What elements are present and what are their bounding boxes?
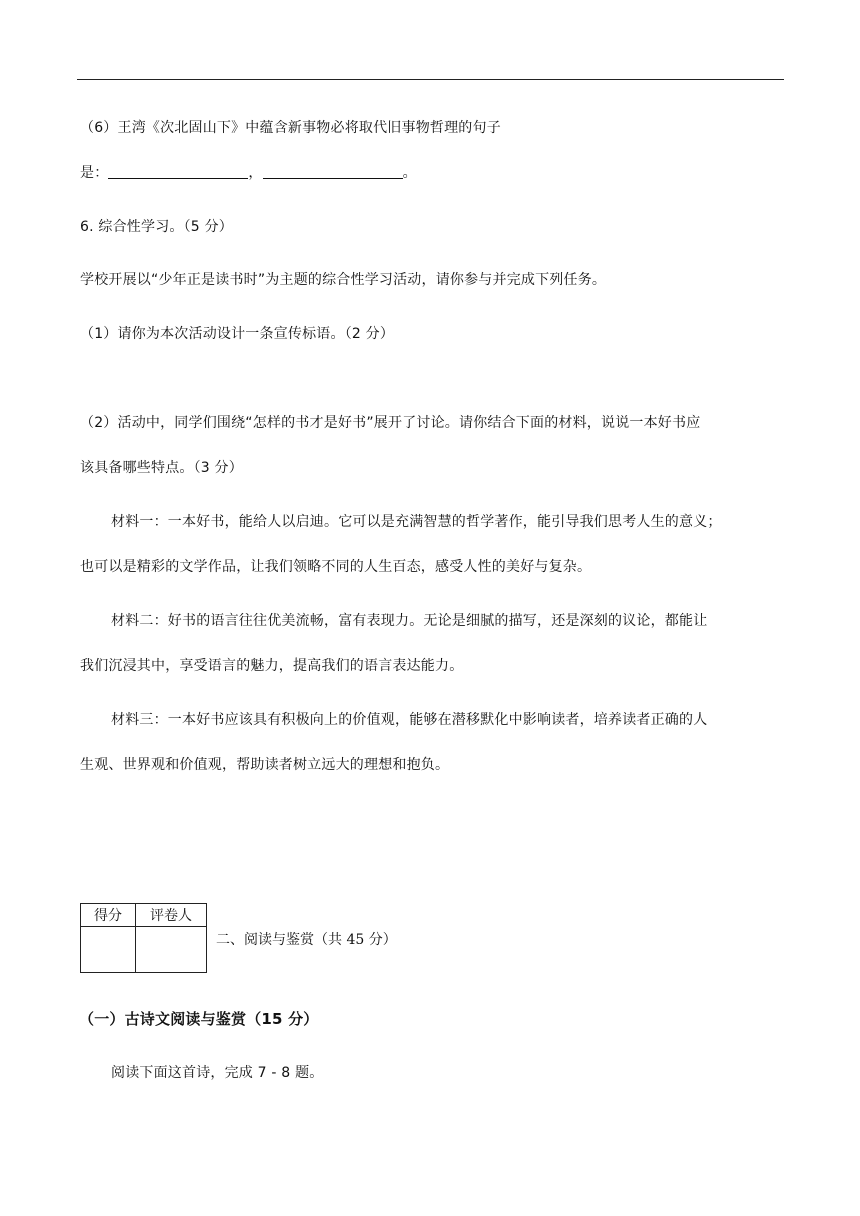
score-table — [80, 903, 207, 973]
q6-6-prompt: （6）王湾《次北固山下》中蕴含新事物必将取代旧事物哲理的句子 — [80, 120, 501, 136]
material1-line2: 也可以是精彩的文学作品，让我们领略不同的人生百态，感受人性的美好与复杂。 — [80, 559, 592, 575]
q6-intro: 学校开展以“少年正是读书时”为主题的综合性学习活动，请你参与并完成下列任务。 — [80, 272, 607, 288]
answer-end: 。 — [402, 165, 417, 181]
q6-sub1: （1）请你为本次活动设计一条宣传标语。（2 分） — [80, 326, 395, 342]
material3-line2: 生观、世界观和价值观，帮助读者树立远大的理想和抱负。 — [80, 757, 450, 773]
score-cell[interactable] — [81, 927, 136, 973]
material1-line1: 材料一：一本好书，能给人以启迪。它可以是充满智慧的哲学著作，能引导我们思考人生的意义； — [111, 514, 722, 530]
answer-lead: 是： — [80, 165, 109, 181]
grader-cell[interactable] — [136, 927, 207, 973]
q6-6-answer-line — [80, 163, 417, 183]
material2-line1: 材料二：好书的语言往往优美流畅，富有表现力。无论是细腻的描写，还是深刻的议论，都能让 — [111, 613, 708, 629]
section2-sub-heading: （一）古诗文阅读与鉴赏（15 分） — [79, 1010, 319, 1028]
section2-heading: 二、阅读与鉴赏（共 45 分） — [216, 932, 397, 948]
q6-sub2-line2: 该具备哪些特点。（3 分） — [80, 460, 243, 476]
section2-instruction: 阅读下面这首诗，完成 7 - 8 题。 — [111, 1065, 324, 1081]
header-rule — [77, 79, 784, 80]
material2-line2: 我们沉浸其中，享受语言的魅力，提高我们的语言表达能力。 — [80, 658, 464, 674]
q6-sub2-line1: （2）活动中，同学们围绕“怎样的书才是好书”展开了讨论。请你结合下面的材料，说说一本好书应 — [80, 415, 701, 431]
answer-comma: ， — [248, 165, 263, 181]
material3-line1: 材料三：一本好书应该具有积极向上的价值观，能够在潜移默化中影响读者，培养读者正确的人 — [111, 712, 708, 728]
answer-blank-1[interactable] — [108, 164, 248, 179]
answer-blank-2[interactable] — [263, 164, 403, 179]
score-header: 得分 — [81, 904, 136, 927]
grader-header: 评卷人 — [136, 904, 207, 927]
q6-title: 6. 综合性学习。（5 分） — [80, 219, 233, 235]
